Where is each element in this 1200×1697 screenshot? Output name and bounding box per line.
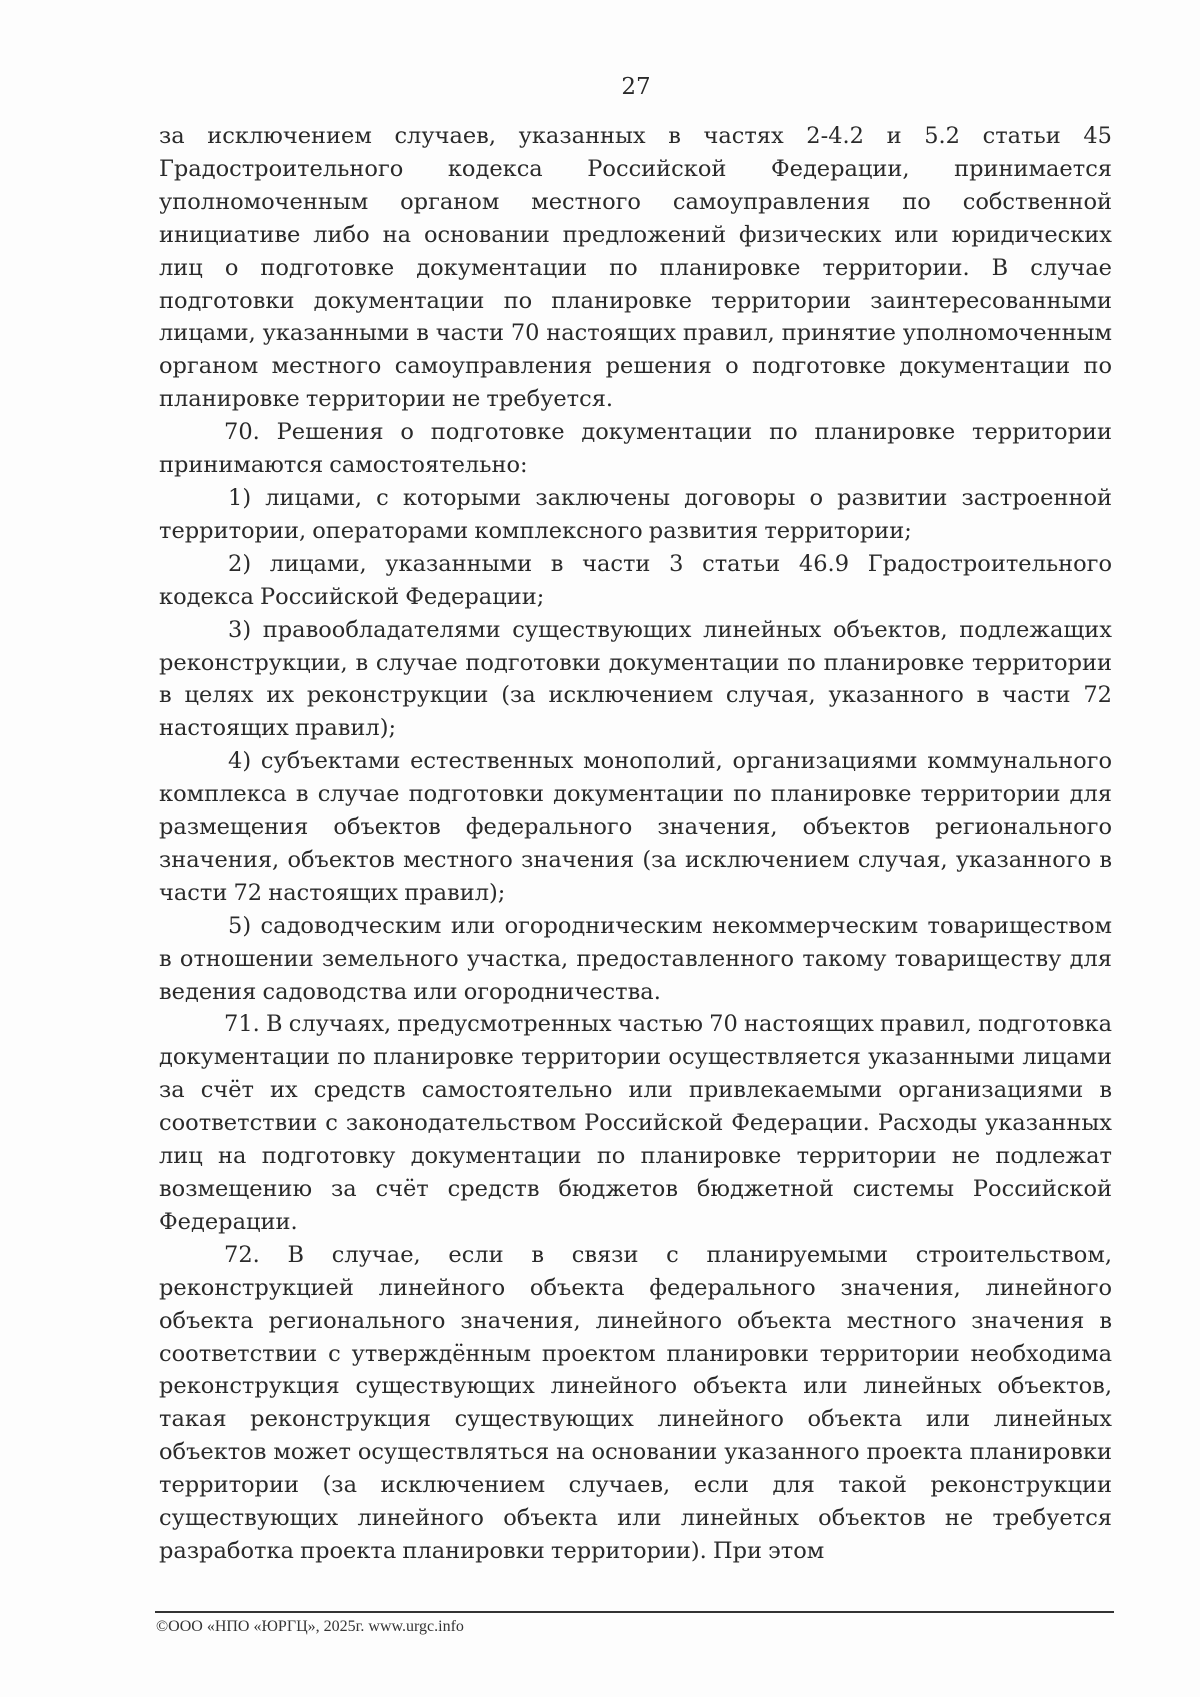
body-text [159,120,1112,1568]
paragraph-continuation: за исключением случаев, указанных в частях 2-4.2 и 5.2 статьи 45 Градостроительного кодекса Российской Федерации, принимается уполномоченным органом местного самоуправления по собственной инициативе либо на основании предложений физических или юридических лиц о подготовке документации по планировке территории. В случае подготовки документации по планировке территории заинтересованными лицами, указанными в части 70 настоящих правил, принятие уполномоченным органом местного самоуправления решения о подготовке документации по планировке территории не требуется. [159,123,1112,413]
list-item-1: 1) лицами, с которыми заключены договоры о развитии застроенной территории, операторами комплексного развития территории; [159,484,1112,544]
footer-copyright: ©ООО «НПО «ЮРГЦ», 2025г. www.urgc.info [156,1618,464,1635]
footer-divider [155,1611,1114,1613]
list-item-3: 3) правообладателями существующих линейных объектов, подлежащих реконструкции, в случае подготовки документации по планировке территории в целях их реконструкции (за исключением случая, указанного в части 72 настоящих правил); [159,616,1112,742]
paragraph-71: 71. В случаях, предусмотренных частью 70 настоящих правил, подготовка документации по планировке территории осуществляется указанными лицами за счёт их средств самостоятельно или привлекаемыми организациями в соответствии с законодательством Российской Федерации. Расходы указанных лиц на подготовку документации по планировке территории не подлежат возмещению за счёт средств бюджетов бюджетной системы Российской Федерации. [159,1011,1112,1235]
paragraph-70: 70. Решения о подготовке документации по планировке территории принимаются самостоятельно: [159,419,1112,479]
paragraph-72: 72. В случае, если в связи с планируемыми строительством, реконструкцией линейного объекта федерального значения, линейного объекта регионального значения, линейного объекта местного значения в соответствии с утверждённым проектом планировки территории необходима реконструкция существующих линейного объекта или линейных объектов, такая реконструкция существующих линейного объекта или линейных объектов может осуществляться на основании указанного проекта планировки территории (за исключением случаев, если для такой реконструкции существующих линейного объекта или линейных объектов не требуется разработка проекта планировки территории). При этом [159,1241,1112,1564]
list-item-5: 5) садоводческим или огородническим некоммерческим товариществом в отношении земельного участка, предоставленного такому товариществу для ведения садоводства или огородничества. [159,912,1112,1005]
list-item-2: 2) лицами, указанными в части 3 статьи 46.9 Градостроительного кодекса Российской Федерации; [159,550,1112,610]
page-number: 27 [621,74,651,100]
list-item-4: 4) субъектами естественных монополий, организациями коммунального комплекса в случае подготовки документации по планировке территории для размещения объектов федерального значения, объектов регионального значения, объектов местного значения (за исключением случая, указанного в части 72 настоящих правил); [159,748,1112,906]
